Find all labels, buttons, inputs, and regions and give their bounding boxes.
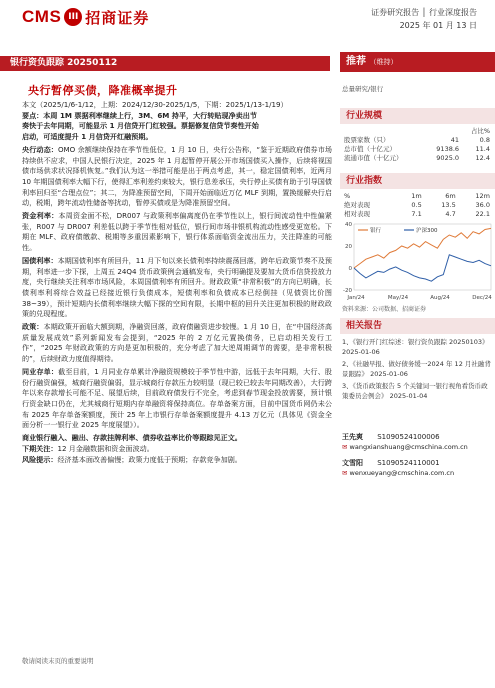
body-paragraph: 央行动态：OMO 余额继续保持在季节性低位，1 月 10 日，央行公告称，“鉴于近期政府债券市场持续供不应求，中国人民银行决定，2025 年 1 月起暂停开展公开市场国债买入操作，后续将视国债市场供求状况择机恢复。”我们认为这一举措可能是出于两点考虑，其一，稳定国债利率，近两月 10 年期国债利率大幅下行，使得汇率利差约束较大，银行息差承压，央行停止买债有助于引导国债利率回归至“合理点位”；其二，为降准预留空间，下周开始面临近万亿 MLF 到期，置换缓解央行启动，税期，跨年流动性储备等扰动，暂停买债或是为降准预留空间。 xyxy=(22,144,333,208)
logo-cms-text: CMS xyxy=(22,7,62,26)
header-info xyxy=(371,6,477,32)
industry-scale-header: 行业规模 xyxy=(340,108,495,124)
industry-index-table: % 1m 6m 12m 绝对表现 0.5 13.5 36.0 相对表现 7.1 4.7 22.1 xyxy=(344,191,490,218)
rating-label: 推荐 xyxy=(346,56,366,67)
email-icon: ✉ xyxy=(342,469,348,477)
body-paragraph: 国债利率：本期国债利率有所回升，11 月下旬以来长债利率持续震荡回落，跨年后政策节奏不及预期，利率进一步下探，上周五 24Q4 货币政策例会通稿发布，央行明确提及要加大货币信贷投放力度，央行继续关注利率市场风险，本周国债利率有所回升。财政政策“非常积极”的方向已明确，长债利率利将综合效益已经接近银行负债成本，短债利率和负债成本已经倒挂（见债资比价图 38~39），预计短期内长债利率继续大幅下探的空间有限，长期中枢的回升关注更加积极的财政政策的兑现程度。 xyxy=(22,255,332,319)
body-paragraph: 同业存单：截至目前，1 月同业存单累计净融资规模较于季节性中游，远低于去年同期，大行、股份行融资偏强，城商行融资偏弱，显示城商行存款压力较明显（现已较已较去年同期改善），大行跨年以来存款增长可能不足、展望后续，目前政府债发行不完全，考虑到春节现金投放需要，预计银行资金缺口仍在，尤其城商行短期内存单融资将保持高位。存单备案方面，目前中国货币网仍未公布 2025 年存单备案额度，预计 25 年上市银行存单备案额度提升 4.13 万亿元（具体见《资金全面分析一一银行业 2025 年度展望》）。 xyxy=(22,366,333,430)
scale-unit-header: 占比% xyxy=(470,127,490,135)
list-item[interactable]: 1、《银行开门红综述：银行资负跟踪 20250103》 2025-01-06 xyxy=(342,338,489,356)
index-chart xyxy=(340,220,495,302)
table-row: 相对表现 7.1 4.7 22.1 xyxy=(344,209,490,218)
report-type: 证券研究报告 │ 行业深度报告 xyxy=(371,8,477,17)
list-item[interactable]: 3、《货币政策报告 5 个关键词一银行视角看货币政策委员会例会》 2025-01-04 xyxy=(342,382,488,400)
title-band: 银行资负跟踪 20250112 xyxy=(0,56,330,71)
x-tick-label: Aug/24 xyxy=(430,295,450,301)
analyst-email[interactable]: ✉ wenxueyang@cmschina.com.cn xyxy=(342,469,455,477)
body-paragraph: 本文（2025/1/6-1/12，上期：2024/12/30-2025/1/5，下期：2025/1/13-1/19） xyxy=(22,100,288,109)
body-paragraph: 政策：本期政策开面临大额到期，净融资回落，政府债融资进步较慢。1 月 10 日，在“中国经济高质量发展成效”系列新闻发布会提到，“2025 年的 2 万亿元置换债务，已启动相关发行工作”，“2025 年财政政策的方向是更加积极的，充分考虑了加大逆周期调节的需要，是非常积极的”，后续财政力度值得期待。 xyxy=(22,322,333,364)
x-tick-label: May/24 xyxy=(387,295,409,301)
series-line-1 xyxy=(354,255,491,281)
analyst-item xyxy=(342,432,492,442)
chart-source: 资料来源：公司数据、招商证券 xyxy=(342,306,427,313)
body-paragraph: 要点：本周 1M 票据利率继续上行，3M、6M 持平，大行转贴现净卖出节 奏快于去年同期，可能显示 1 月信贷开门红较强。票据修复信贷节奏性开始 启动，可适度提升 1 月信贷开红融预期。 xyxy=(22,110,259,142)
analyst-item xyxy=(342,458,492,468)
report-date: 2025 年 01 月 13 日 xyxy=(399,21,477,30)
analyst-name: 王先爽 xyxy=(342,433,363,441)
email-icon: ✉ xyxy=(342,443,348,451)
page-footer: 敬请阅读末页的重要说明 xyxy=(22,657,94,665)
x-tick-label: Dec/24 xyxy=(472,295,492,301)
body-paragraph: 风险提示：经济基本面改善偏慢；政策力度低于预期；存款竞争加剧。 xyxy=(22,454,242,464)
legend-label: 沪深300 xyxy=(416,228,438,234)
table-row: 股票家数（只） 41 0.8 xyxy=(344,135,490,144)
table-row: 总市值（十亿元） 9138.6 11.4 xyxy=(344,144,490,153)
company-logo xyxy=(22,6,149,28)
y-tick-label: 20 xyxy=(345,244,352,250)
y-tick-label: 40 xyxy=(345,222,352,228)
list-item[interactable]: 2、《社融早报、做好债务缓一2024 年 12 月社融背景跟踪》 2025-01-06 xyxy=(342,360,491,378)
related-reports-header: 相关报告 xyxy=(340,318,495,334)
y-tick-label: -20 xyxy=(343,288,352,294)
logo-badge: III xyxy=(64,8,82,26)
body-paragraph: 下期关注：12 月金融数据和资金面波动。 xyxy=(22,443,154,453)
logo-cn-text: 招商证券 xyxy=(85,8,150,27)
rating-band xyxy=(340,52,495,72)
analyst-name: 文雪阳 xyxy=(342,459,363,467)
industry-scale-table xyxy=(342,126,492,162)
table-row: 绝对表现 0.5 13.5 36.0 xyxy=(344,200,490,209)
analyst-cert: S1090524100006 xyxy=(377,433,440,441)
sector-label: 总量研究/银行 xyxy=(342,85,384,93)
analyst-block xyxy=(342,432,492,478)
body-paragraph: 资金利率：本周资金面不松，DR007 与政策利率偏离度仍在季节性以上，银行间流动性中性偏紧张，R007 与 DR007 利差低以跨于季节性相对低位，银行间市场非银机构流动性感受更宽松。下期在 MLF、政府债缴款、税期等多重因素影响下，银行体系面临资金流出压力，关注降准的可能性。 xyxy=(22,211,333,253)
rating-sub: （维持） xyxy=(369,58,398,66)
x-tick-label: Jan/24 xyxy=(347,295,365,301)
report-subtitle: 央行暂停买债，降准概率提升 xyxy=(28,84,178,97)
table-row: 流通市值（十亿元） 9025.0 12.4 xyxy=(344,153,490,162)
body-paragraph: 商业银行融入、融出、存款挂牌利率、债券收益率比价等跟踪见正文。 xyxy=(22,433,242,443)
industry-index-header: 行业指数 xyxy=(340,173,495,189)
report-body xyxy=(22,100,332,465)
legend-label: 银行 xyxy=(370,228,382,234)
analyst-cert: S1090524110001 xyxy=(377,459,440,467)
analyst-email[interactable]: ✉ wangxianshuang@cmschina.com.cn xyxy=(342,443,468,451)
related-reports-list xyxy=(342,338,492,401)
y-tick-label: 0 xyxy=(348,266,352,272)
